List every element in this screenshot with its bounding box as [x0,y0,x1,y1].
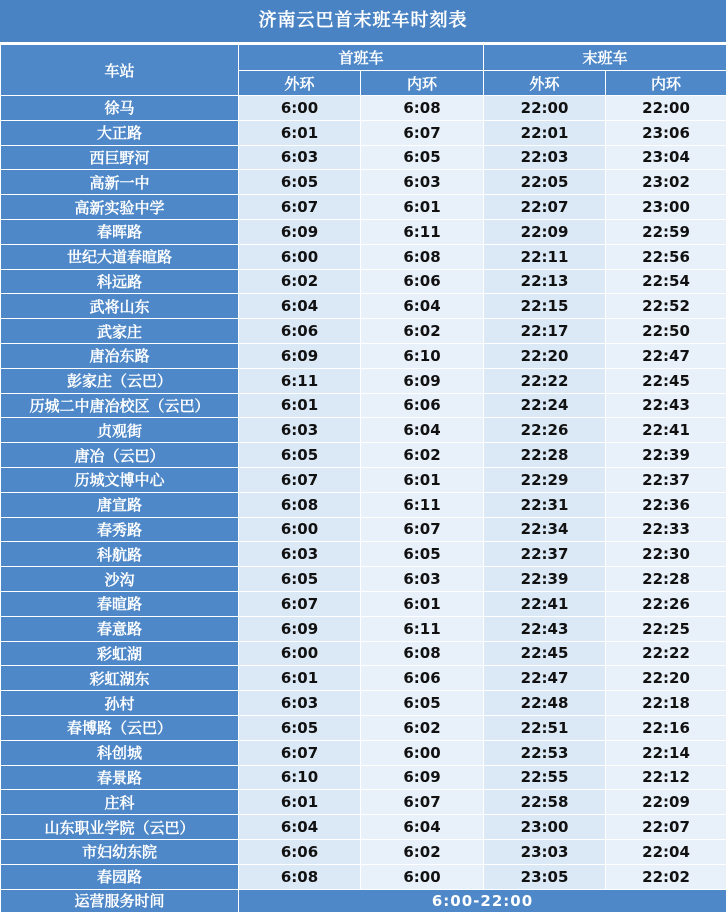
station-name: 唐冶（云巴） [1,443,239,468]
first-inner-time: 6:08 [361,96,484,121]
station-name: 贞观街 [1,418,239,443]
last-inner-time: 22:59 [606,219,726,244]
table-row [1,591,726,616]
first-inner-time: 6:07 [361,790,484,815]
first-outer-time: 6:07 [239,591,361,616]
table-row [1,517,726,542]
first-inner-time: 6:11 [361,616,484,641]
station-name: 科创城 [1,740,239,765]
last-outer-time: 22:48 [484,691,606,716]
first-inner-time: 6:04 [361,294,484,319]
last-outer-time: 22:15 [484,294,606,319]
last-outer-time: 22:11 [484,244,606,269]
table-row [1,219,726,244]
first-inner-time: 6:05 [361,542,484,567]
last-outer-time: 22:05 [484,170,606,195]
first-outer-time: 6:03 [239,145,361,170]
first-inner-time: 6:05 [361,145,484,170]
first-outer-time: 6:05 [239,567,361,592]
table-row [1,269,726,294]
first-outer-time: 6:10 [239,765,361,790]
first-inner-time: 6:08 [361,641,484,666]
table-row [1,567,726,592]
first-inner-time: 6:08 [361,244,484,269]
table-row [1,616,726,641]
first-outer-time: 6:09 [239,343,361,368]
last-outer-time: 22:51 [484,715,606,740]
service-hours-row [1,889,726,912]
timetable-body [1,96,726,890]
table-row [1,492,726,517]
table-row [1,343,726,368]
station-name: 高新实验中学 [1,195,239,220]
table-row [1,691,726,716]
last-outer-time: 22:17 [484,319,606,344]
first-outer-time: 6:01 [239,120,361,145]
last-inner-time: 22:33 [606,517,726,542]
last-outer-time: 22:37 [484,542,606,567]
station-name: 徐马 [1,96,239,121]
table-row [1,418,726,443]
first-outer-time: 6:08 [239,492,361,517]
first-outer-time: 6:05 [239,443,361,468]
last-inner-time: 22:30 [606,542,726,567]
last-outer-time: 22:01 [484,120,606,145]
first-outer-time: 6:01 [239,666,361,691]
last-outer-time: 22:00 [484,96,606,121]
station-name: 科航路 [1,542,239,567]
last-outer-time: 22:39 [484,567,606,592]
first-outer-time: 6:05 [239,715,361,740]
station-column-header: 车站 [1,45,239,96]
first-inner-time: 6:04 [361,815,484,840]
last-inner-time: 22:43 [606,393,726,418]
first-inner-header: 内环 [361,71,484,96]
first-outer-time: 6:02 [239,269,361,294]
last-inner-time: 22:45 [606,368,726,393]
last-inner-time: 22:09 [606,790,726,815]
table-row [1,244,726,269]
table-row [1,319,726,344]
first-outer-time: 6:07 [239,740,361,765]
last-inner-time: 23:02 [606,170,726,195]
last-outer-time: 22:03 [484,145,606,170]
first-outer-time: 6:03 [239,542,361,567]
station-name: 西巨野河 [1,145,239,170]
first-outer-time: 6:06 [239,319,361,344]
first-inner-time: 6:06 [361,666,484,691]
first-inner-time: 6:00 [361,864,484,889]
first-inner-time: 6:05 [361,691,484,716]
last-train-header: 末班车 [484,45,726,71]
last-inner-time: 22:50 [606,319,726,344]
last-outer-time: 22:26 [484,418,606,443]
last-inner-time: 22:56 [606,244,726,269]
last-inner-time: 22:52 [606,294,726,319]
last-inner-time: 22:26 [606,591,726,616]
last-inner-time: 22:16 [606,715,726,740]
first-outer-time: 6:04 [239,815,361,840]
first-outer-header: 外环 [239,71,361,96]
last-outer-time: 22:29 [484,467,606,492]
first-inner-time: 6:09 [361,368,484,393]
station-name: 春暄路 [1,591,239,616]
last-outer-time: 22:07 [484,195,606,220]
table-row [1,368,726,393]
first-outer-time: 6:03 [239,691,361,716]
last-inner-time: 22:25 [606,616,726,641]
last-outer-time: 22:34 [484,517,606,542]
first-inner-time: 6:11 [361,492,484,517]
table-row [1,740,726,765]
station-name: 春意路 [1,616,239,641]
last-inner-time: 23:04 [606,145,726,170]
first-inner-time: 6:07 [361,517,484,542]
first-inner-time: 6:06 [361,269,484,294]
station-name: 春晖路 [1,219,239,244]
table-row [1,120,726,145]
station-name: 世纪大道春暄路 [1,244,239,269]
last-inner-time: 23:00 [606,195,726,220]
station-name: 大正路 [1,120,239,145]
first-outer-time: 6:04 [239,294,361,319]
last-outer-time: 22:43 [484,616,606,641]
service-hours-value: 6:00-22:00 [239,889,726,912]
last-inner-time: 22:22 [606,641,726,666]
table-row [1,467,726,492]
table-row [1,170,726,195]
first-outer-time: 6:05 [239,170,361,195]
first-inner-time: 6:09 [361,765,484,790]
last-outer-time: 22:09 [484,219,606,244]
last-outer-time: 22:28 [484,443,606,468]
last-inner-time: 23:06 [606,120,726,145]
table-row [1,443,726,468]
first-outer-time: 6:07 [239,467,361,492]
table-row [1,96,726,121]
first-inner-time: 6:07 [361,120,484,145]
last-inner-time: 22:00 [606,96,726,121]
table-row [1,790,726,815]
first-inner-time: 6:03 [361,567,484,592]
last-outer-time: 22:58 [484,790,606,815]
last-outer-time: 22:45 [484,641,606,666]
station-name: 历城文博中心 [1,467,239,492]
station-name: 唐宣路 [1,492,239,517]
first-outer-time: 6:00 [239,517,361,542]
last-outer-time: 23:05 [484,864,606,889]
station-name: 春景路 [1,765,239,790]
first-inner-time: 6:01 [361,467,484,492]
first-outer-time: 6:09 [239,616,361,641]
station-name: 彩虹湖 [1,641,239,666]
last-inner-time: 22:12 [606,765,726,790]
first-outer-time: 6:06 [239,839,361,864]
first-train-header: 首班车 [239,45,484,71]
last-outer-time: 22:31 [484,492,606,517]
first-inner-time: 6:02 [361,319,484,344]
station-name: 历城二中唐冶校区（云巴） [1,393,239,418]
table-row [1,839,726,864]
table-row [1,815,726,840]
station-name: 市妇幼东院 [1,839,239,864]
station-name: 唐冶东路 [1,343,239,368]
station-name: 孙村 [1,691,239,716]
first-outer-time: 6:09 [239,219,361,244]
first-inner-time: 6:04 [361,418,484,443]
first-inner-time: 6:01 [361,195,484,220]
first-outer-time: 6:11 [239,368,361,393]
last-inner-time: 22:54 [606,269,726,294]
last-outer-time: 23:00 [484,815,606,840]
first-inner-time: 6:11 [361,219,484,244]
first-inner-time: 6:06 [361,393,484,418]
first-inner-time: 6:10 [361,343,484,368]
table-row [1,864,726,889]
last-outer-time: 22:20 [484,343,606,368]
table-row [1,765,726,790]
last-outer-time: 22:24 [484,393,606,418]
last-inner-time: 22:37 [606,467,726,492]
first-outer-time: 6:07 [239,195,361,220]
timetable [0,44,726,913]
station-name: 彩虹湖东 [1,666,239,691]
first-inner-time: 6:00 [361,740,484,765]
last-inner-time: 22:47 [606,343,726,368]
station-name: 春园路 [1,864,239,889]
last-inner-time: 22:18 [606,691,726,716]
last-outer-time: 22:41 [484,591,606,616]
last-inner-time: 22:14 [606,740,726,765]
last-inner-time: 22:07 [606,815,726,840]
first-outer-time: 6:01 [239,790,361,815]
station-name: 春秀路 [1,517,239,542]
station-name: 武将山东 [1,294,239,319]
last-inner-time: 22:20 [606,666,726,691]
last-outer-time: 22:47 [484,666,606,691]
last-outer-time: 22:13 [484,269,606,294]
last-outer-time: 23:03 [484,839,606,864]
first-outer-time: 6:08 [239,864,361,889]
table-row [1,666,726,691]
table-row [1,715,726,740]
table-row [1,145,726,170]
station-name: 庄科 [1,790,239,815]
service-hours-label: 运营服务时间 [1,889,239,912]
station-name: 山东职业学院（云巴） [1,815,239,840]
last-outer-header: 外环 [484,71,606,96]
station-name: 科远路 [1,269,239,294]
table-row [1,195,726,220]
first-outer-time: 6:00 [239,244,361,269]
last-inner-time: 22:04 [606,839,726,864]
first-outer-time: 6:00 [239,96,361,121]
station-name: 高新一中 [1,170,239,195]
first-outer-time: 6:00 [239,641,361,666]
first-inner-time: 6:02 [361,443,484,468]
first-inner-time: 6:02 [361,839,484,864]
station-name: 沙沟 [1,567,239,592]
first-inner-time: 6:02 [361,715,484,740]
table-row [1,393,726,418]
last-inner-time: 22:28 [606,567,726,592]
table-row [1,294,726,319]
station-name: 春博路（云巴） [1,715,239,740]
last-inner-time: 22:39 [606,443,726,468]
last-inner-time: 22:41 [606,418,726,443]
first-outer-time: 6:01 [239,393,361,418]
last-inner-time: 22:36 [606,492,726,517]
first-inner-time: 6:03 [361,170,484,195]
station-name: 武家庄 [1,319,239,344]
table-row [1,641,726,666]
timetable-header [1,45,726,96]
station-name: 彭家庄（云巴） [1,368,239,393]
last-inner-time: 22:02 [606,864,726,889]
first-inner-time: 6:01 [361,591,484,616]
first-outer-time: 6:03 [239,418,361,443]
last-inner-header: 内环 [606,71,726,96]
table-row [1,542,726,567]
last-outer-time: 22:22 [484,368,606,393]
timetable-title: 济南云巴首末班车时刻表 [0,0,726,44]
last-outer-time: 22:53 [484,740,606,765]
last-outer-time: 22:55 [484,765,606,790]
